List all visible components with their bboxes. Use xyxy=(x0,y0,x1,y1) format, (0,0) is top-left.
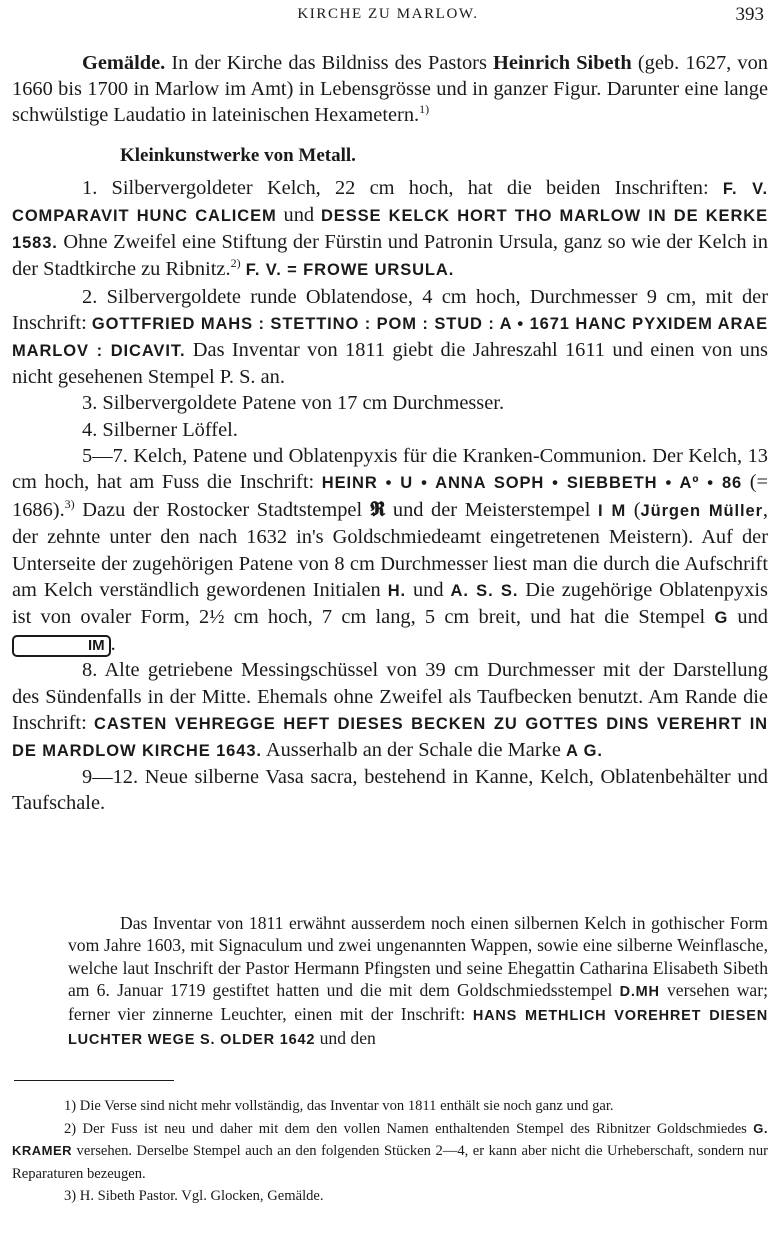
item-2-text-a: 2. Silbervergoldete runde Oblatendose, 4 cm hoch, Durchmesser 9 cm, mit der Inschrift: xyxy=(12,285,768,334)
gemaelde-heading: Gemälde. xyxy=(82,52,166,74)
item-2 xyxy=(12,284,768,391)
item-8-text-a: 8. Alte getriebene Messingschüssel von 39 cm Durchmesser mit der Darstellung des Sündenfalls in der Mitte. Ehemals ohne Zweifel als Taufbecken benutzt. Am Rande die Inschrift: xyxy=(12,659,768,734)
page-header xyxy=(10,4,766,28)
gemaelde-text-1: In der Kirche das Bildniss des Pastors xyxy=(165,52,494,74)
item-5-7 xyxy=(12,443,768,658)
footnote-1: 1) Die Verse sind nicht mehr vollständig, das Inventar von 1811 enthält sie noch ganz und gar. xyxy=(64,1098,614,1114)
item-57-text-b: (= 1686). xyxy=(12,471,769,522)
initials-ass: A. S. S. xyxy=(450,581,519,600)
inscription-1: F. V. COMPARAVIT HUNC CALICEM xyxy=(12,179,768,226)
footnote-2-text-a: 2) Der Fuss ist neu und daher mit dem den vollen Namen enthaltenden Stempel des Ribnitzer Goldschmiedes xyxy=(64,1120,754,1137)
item-3: 3. Silbervergoldete Patene von 17 cm Durchmesser. xyxy=(82,392,505,415)
master-stamp-im: I M xyxy=(598,502,627,521)
item-57-text-e: ( xyxy=(626,499,641,522)
inscription-methlich: HANS METHLICH VOREHRET DIESEN LUCHTER WEGE S. OLDER 1642 xyxy=(68,1008,769,1049)
inscription-heinr: HEINR • U • ANNA SOPH • SIEBBETH • Aº • 86 xyxy=(321,474,743,493)
footnote-ref-1: 1) xyxy=(419,102,430,117)
item-57-text-d: und der Meisterstempel xyxy=(385,499,598,522)
item-57-text-k: . xyxy=(110,633,116,656)
section-title: Kleinkunstwerke von Metall. xyxy=(120,144,356,166)
pastor-name: Heinrich Sibeth xyxy=(493,52,632,74)
inscription-3: F. V. = FROWE URSULA. xyxy=(245,261,455,280)
footnote-ref-3: 3) xyxy=(64,497,75,512)
item-57-text-c: Dazu der Rostocker Stadtstempel xyxy=(74,499,370,522)
inventar-text-a: Das Inventar von 1811 erwähnt ausserdem noch einen silbernen Kelch in gothischer Form vom Jahre 1603, mit Signaculum und zwei ungenannten Wappen, sowie eine silberne Weinflasche, welche laut Inschrift der Pastor Hermann Pfingsten und seine Ehegattin Catharina Elisabeth Sibeth am 6. Januar 1719 gestiftet hatten und die mit dem Goldschmiedsstempel xyxy=(68,913,768,1000)
gemaelde-text-2: (geb. 1627, von 1660 bis 1700 in Marlow im Amt) in Lebensgrösse und in ganzer Figur. Darunter eine lange schwülstige Laudatio in lateinischen Hexametern. xyxy=(12,52,768,127)
item-1-text-b: und xyxy=(276,204,321,227)
item-57-text-f: , der zehnte unter den nach 1632 in's Goldschmiedeamt eingetretenen Meistern). Auf der Unterseite der zugehörigen Patene von 8 cm Durchmesser liest man die durch die Aufschrift am Kelch verständlich gewordenen Initialen xyxy=(12,499,769,601)
footnotes xyxy=(12,1095,768,1208)
item-57-text-i: Die zugehörige Oblatenpyxis ist von ovaler Form, 2½ cm hoch, 7 cm lang, 5 cm breit, und hat die Stempel xyxy=(12,578,768,629)
goldsmith-mueller: Jürgen Müller xyxy=(640,502,763,521)
stamp-g: G xyxy=(714,609,729,628)
page-number: 393 xyxy=(735,4,764,25)
item-9-12: 9—12. Neue silberne Vasa sacra, bestehend in Kanne, Kelch, Oblatenbehälter und Taufschale. xyxy=(12,766,768,815)
inscription-mahs: GOTTFRIED MAHS : STETTINO : POM : STUD : A • 1671 HANC PYXIDEM ARAE MARLOV : DICAVIT. xyxy=(12,314,768,361)
item-1-text-a: 1. Silbervergoldeter Kelch, 22 cm hoch, hat die beiden Inschriften: xyxy=(82,176,723,199)
inventar-text-c: und den xyxy=(315,1028,376,1049)
stamp-dmh: D.MH xyxy=(619,983,660,1000)
inscription-2: DESSE KELCK HORT THO MARLOW IN DE KERKE 1583. xyxy=(12,207,769,253)
item-1-text-c: Ohne Zweifel eine Stiftung der Fürstin und Patronin Ursula, ganz so wie der Kelch in der Stadtkirche zu Ribnitz. xyxy=(12,231,768,281)
goldsmith-kramer: G. KRAMER xyxy=(12,1120,768,1159)
footnote-rule xyxy=(14,1080,174,1081)
item-57-text-g: und xyxy=(406,578,451,601)
inventar-text-b: versehen war; ferner vier zinnerne Leuchter, einen mit der Inschrift: xyxy=(68,979,768,1025)
footnote-2 xyxy=(12,1118,768,1186)
stamp-im-boxed: IM xyxy=(12,635,111,657)
item-1 xyxy=(12,175,768,284)
running-title: KIRCHE ZU MARLOW. xyxy=(297,6,479,22)
item-8 xyxy=(12,657,768,764)
item-8-text-b: Ausserhalb an der Schale die Marke xyxy=(261,739,566,762)
footnote-ref-2: 2) xyxy=(230,256,241,271)
main-text xyxy=(12,50,768,817)
item-57-text-a: 5—7. Kelch, Patene und Oblatenpyxis für die Kranken-Communion. Der Kelch, 13 cm hoch, hat am Fuss die Inschrift: xyxy=(12,444,768,494)
inventar-paragraph xyxy=(68,912,768,1052)
rostock-stamp-glyph: 𝕽 xyxy=(369,497,386,522)
item-4: 4. Silberner Löffel. xyxy=(82,418,238,441)
footnote-3: 3) H. Sibeth Pastor. Vgl. Glocken, Gemälde. xyxy=(64,1188,324,1205)
item-2-text-b: Das Inventar von 1811 giebt die Jahreszahl 1611 und einen von uns nicht gesehenen Stempel P. S. an. xyxy=(12,339,768,389)
item-57-text-j: und xyxy=(728,606,768,629)
inscription-casten: CASTEN VEHREGGE HEFT DIESES BECKEN ZU GOTTES DINS VEREHRT IN DE MARDLOW KIRCHE 1643. xyxy=(12,714,768,761)
initial-h: H. xyxy=(387,581,406,600)
gemaelde-paragraph xyxy=(12,50,768,129)
mark-ag: A G. xyxy=(565,742,603,761)
footnote-2-text-b: versehen. Derselbe Stempel auch an den folgenden Stücken 2—4, er kann aber nicht die Urheberschaft, sondern nur Reparaturen bezeugen. xyxy=(12,1143,768,1182)
